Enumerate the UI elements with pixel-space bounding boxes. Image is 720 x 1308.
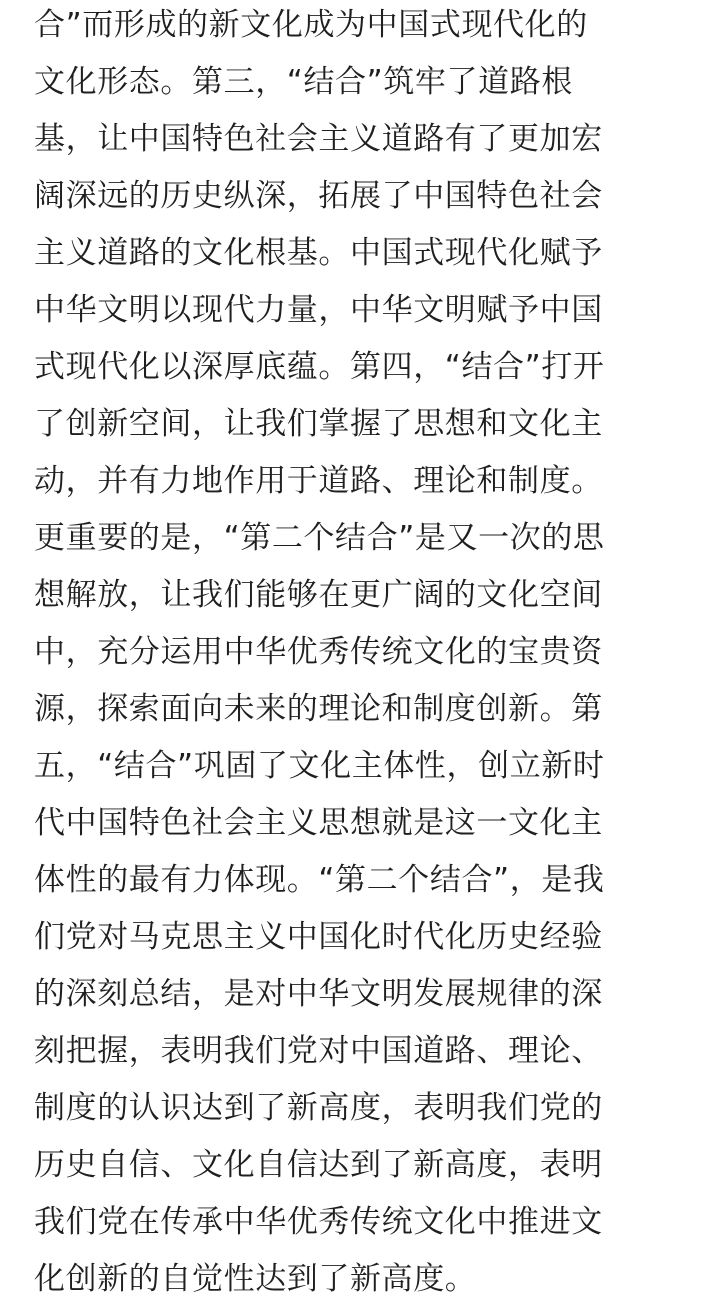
text-line: 中，充分运用中华优秀传统文化的宝贵资 — [34, 634, 603, 670]
text-line: 阔深远的历史纵深，拓展了中国特色社会 — [34, 178, 603, 214]
article-body — [34, 0, 694, 1308]
text-line: 五，“结合”巩固了文化主体性，创立新时 — [34, 748, 605, 784]
text-line: 们党对马克思主义中国化时代化历史经验 — [34, 919, 603, 955]
text-line: 文化形态。第三，“结合”筑牢了道路根 — [34, 64, 573, 100]
text-line: 动，并有力地作用于道路、理论和制度。 — [34, 463, 603, 499]
text-line: 想解放，让我们能够在更广阔的文化空间 — [34, 577, 603, 613]
text-line: 化创新的自觉性达到了新高度。 — [34, 1261, 477, 1297]
text-line: 式现代化以深厚底蕴。第四，“结合”打开 — [34, 349, 605, 385]
text-line: 刻把握，表明我们党对中国道路、理论、 — [34, 1033, 603, 1069]
text-line: 了创新空间，让我们掌握了思想和文化主 — [34, 406, 603, 442]
text-line: 中华文明以现代力量，中华文明赋予中国 — [34, 292, 603, 328]
text-line: 制度的认识达到了新高度，表明我们党的 — [34, 1090, 603, 1126]
text-line: 更重要的是，“第二个结合”是又一次的思 — [34, 520, 605, 556]
text-line: 主义道路的文化根基。中国式现代化赋予 — [34, 235, 603, 271]
text-line: 的深刻总结，是对中华文明发展规律的深 — [34, 976, 603, 1012]
text-line: 合”而形成的新文化成为中国式现代化的 — [34, 7, 588, 43]
text-line: 代中国特色社会主义思想就是这一文化主 — [34, 805, 603, 841]
text-line: 体性的最有力体现。“第二个结合”，是我 — [34, 862, 605, 898]
text-line: 历史自信、文化自信达到了新高度，表明 — [34, 1147, 603, 1183]
text-line: 我们党在传承中华优秀传统文化中推进文 — [34, 1204, 603, 1240]
text-line: 基，让中国特色社会主义道路有了更加宏 — [34, 121, 603, 157]
text-line: 源，探索面向未来的理论和制度创新。第 — [34, 691, 603, 727]
